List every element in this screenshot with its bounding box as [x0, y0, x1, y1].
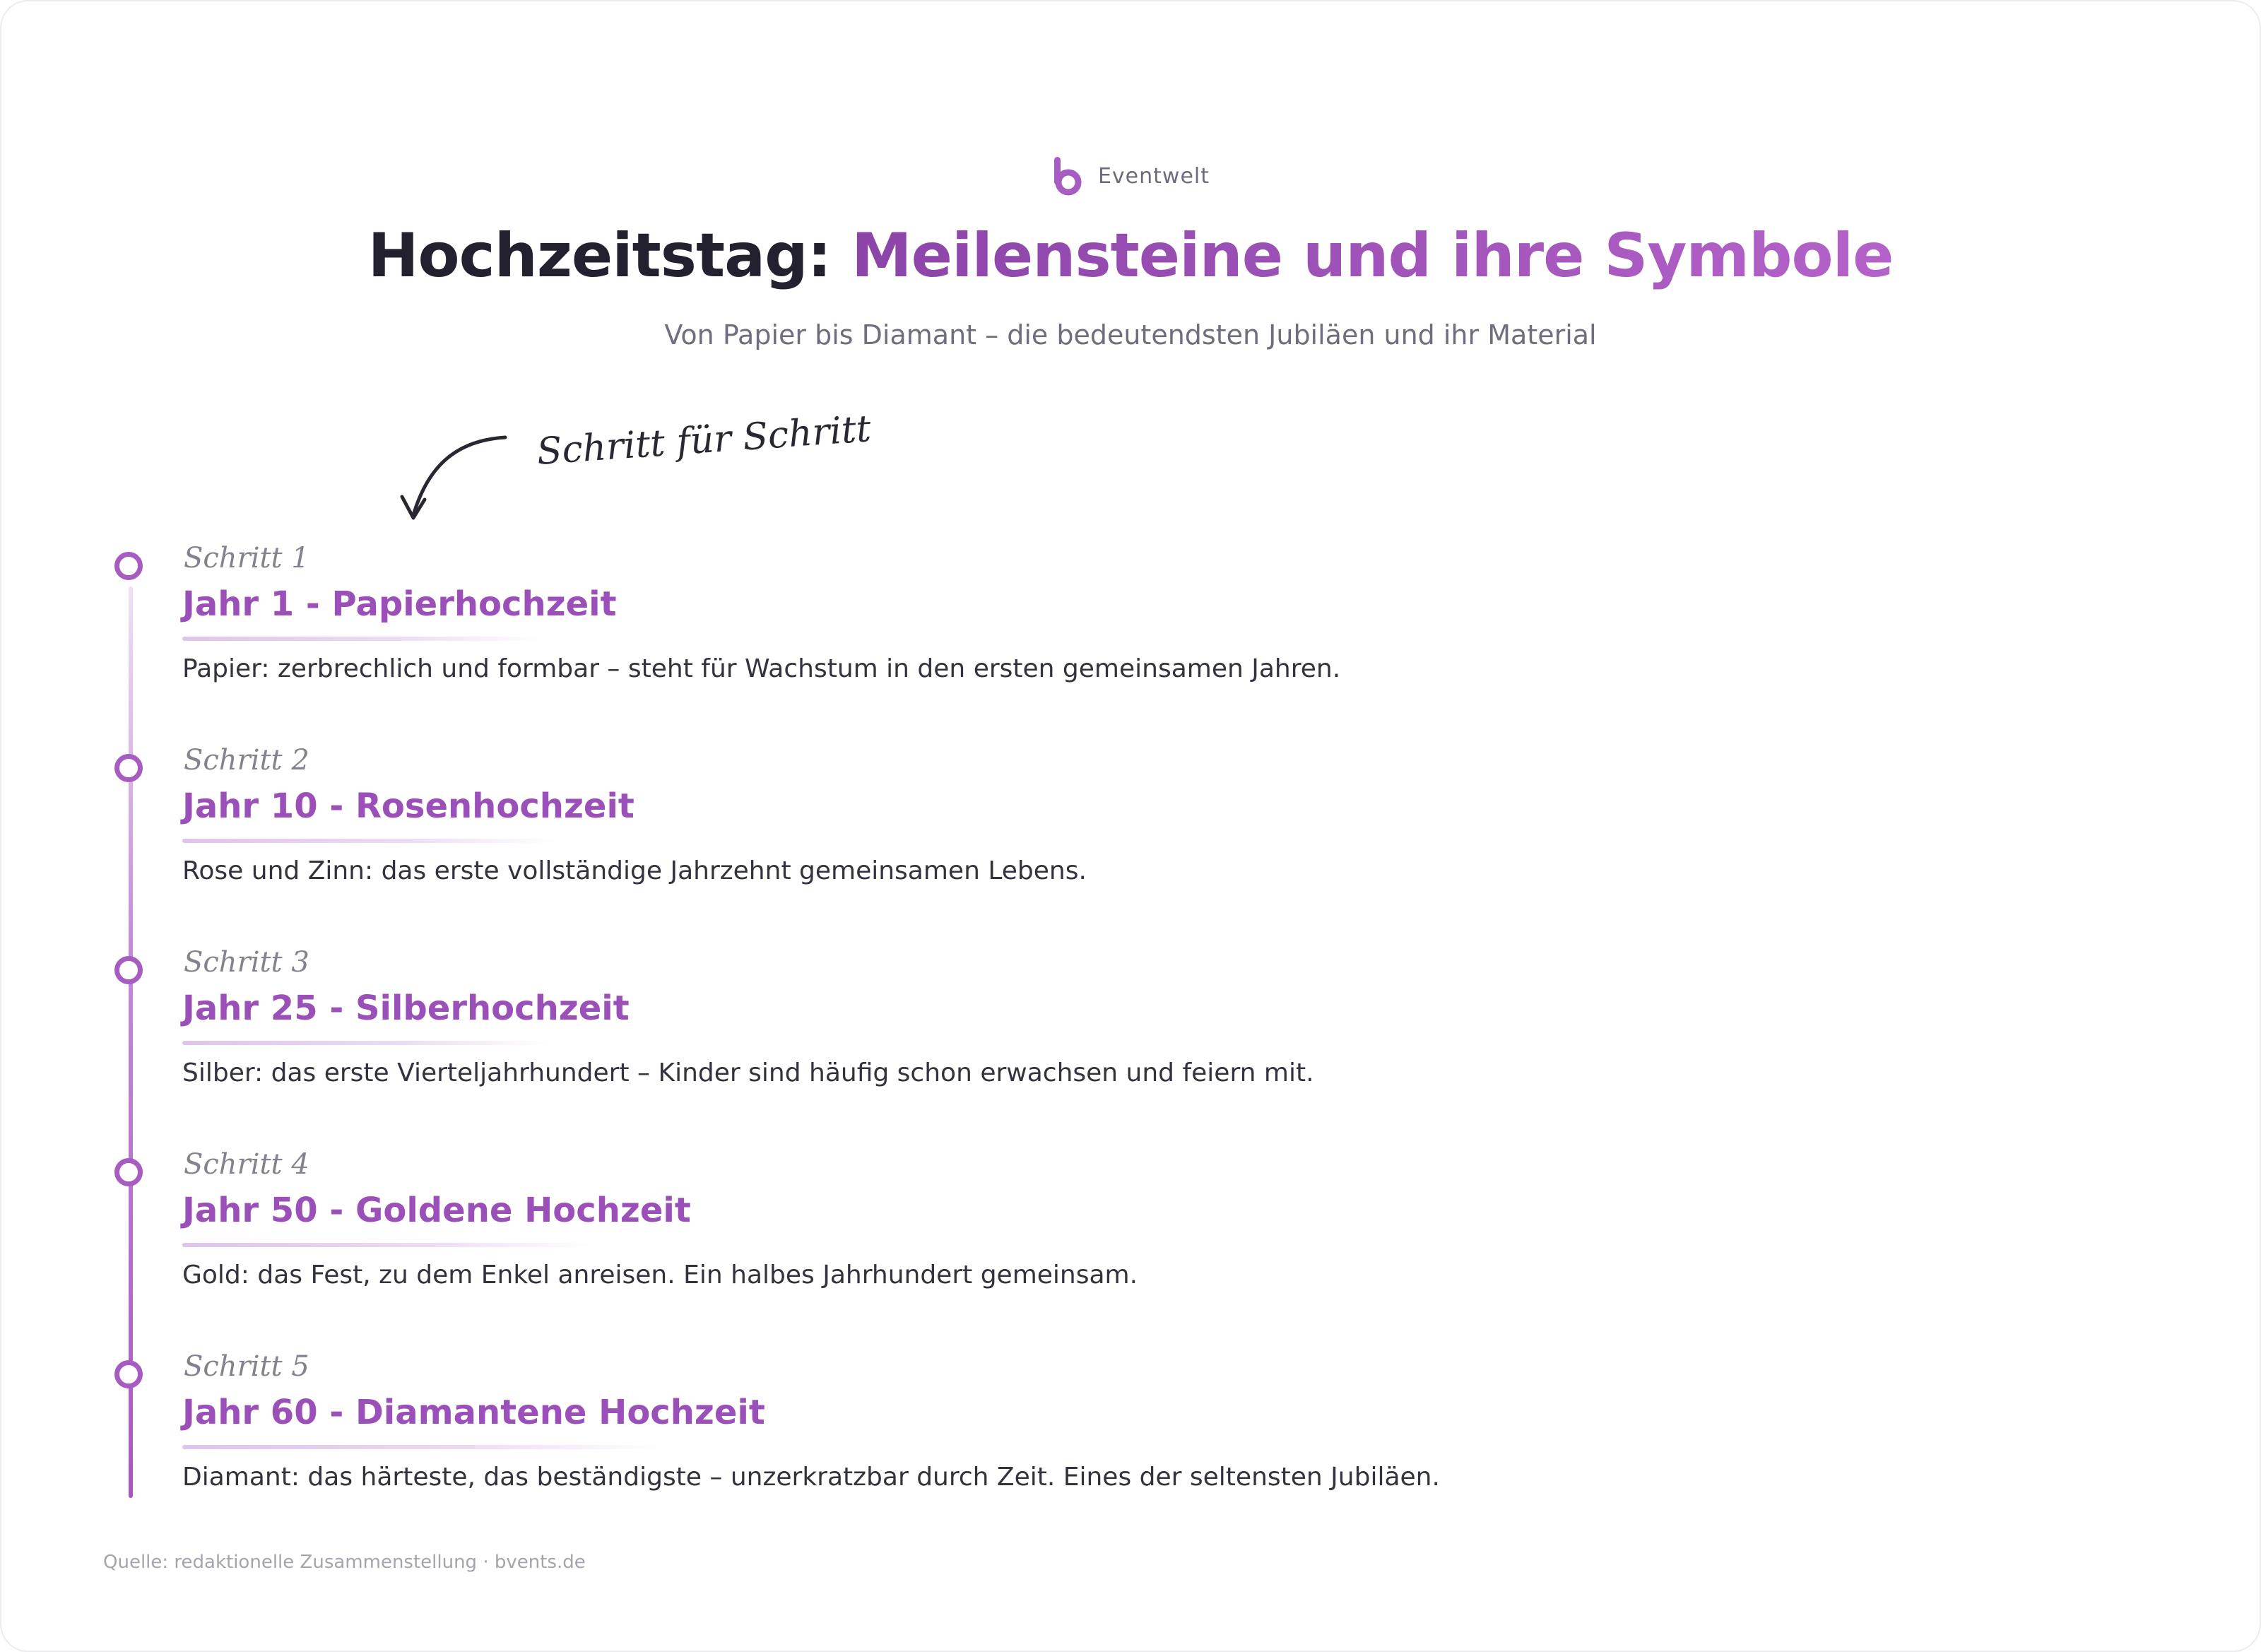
bvents-b-logo-icon: [1051, 155, 1082, 196]
step-title-underline: [182, 1041, 550, 1045]
curved-arrow-icon: [392, 427, 519, 526]
step-label: Schritt 1: [184, 542, 309, 574]
page-subtitle: Von Papier bis Diamant – die bedeutendsten Jubiläen und ihr Material: [664, 319, 1597, 350]
step-title: Jahr 50 - Goldene Hochzeit: [182, 1191, 691, 1230]
timeline-step: [0, 1350, 2261, 1562]
timeline-dot: [114, 552, 143, 580]
annotation-label: Schritt für Schritt: [535, 408, 873, 473]
timeline-dot: [114, 956, 143, 984]
step-title: Jahr 25 - Silberhochzeit: [182, 989, 630, 1028]
step-label: Schritt 4: [184, 1148, 309, 1181]
step-title-underline: [182, 1243, 592, 1247]
timeline-dot: [114, 754, 143, 782]
timeline-step: [0, 1148, 2261, 1360]
timeline-dot: [114, 1360, 143, 1388]
step-title: Jahr 60 - Diamantene Hochzeit: [182, 1393, 765, 1432]
page-title: [0, 220, 2261, 291]
brand: [0, 155, 2261, 196]
step-description: Rose und Zinn: das erste vollständige Jahrzehnt gemeinsamen Lebens.: [182, 856, 1087, 885]
step-description: Papier: zerbrechlich und formbar – steht für Wachstum in den ersten gemeinsamen Jahren.: [182, 654, 1341, 683]
timeline-step: [0, 744, 2261, 956]
step-title-underline: [182, 1445, 663, 1449]
step-label: Schritt 3: [184, 946, 309, 979]
step-label: Schritt 2: [184, 744, 309, 777]
step-description: Gold: das Fest, zu dem Enkel anreisen. Ein halbes Jahrhundert gemeinsam.: [182, 1261, 1138, 1290]
step-title-underline: [182, 637, 543, 641]
timeline-step: [0, 542, 2261, 754]
step-description: Diamant: das härteste, das beständigste – unzerkratzbar durch Zeit. Eines der seltensten Jubiläen.: [182, 1463, 1440, 1492]
title-accent: Meilensteine und ihre Symbole: [851, 220, 1894, 291]
step-title: Jahr 1 - Papierhochzeit: [182, 584, 617, 624]
step-label: Schritt 5: [184, 1350, 309, 1383]
step-title: Jahr 10 - Rosenhochzeit: [182, 786, 634, 826]
step-description: Silber: das erste Vierteljahrhundert – Kinder sind häufig schon erwachsen und feiern mit.: [182, 1058, 1314, 1087]
timeline-step: [0, 946, 2261, 1158]
brand-name: Eventwelt: [1097, 163, 1210, 189]
timeline-dot: [114, 1158, 143, 1186]
title-main: Hochzeitstag:: [367, 220, 852, 291]
source-footnote: Quelle: redaktionelle Zusammenstellung · bvents.de: [103, 1552, 586, 1573]
step-title-underline: [182, 839, 557, 843]
